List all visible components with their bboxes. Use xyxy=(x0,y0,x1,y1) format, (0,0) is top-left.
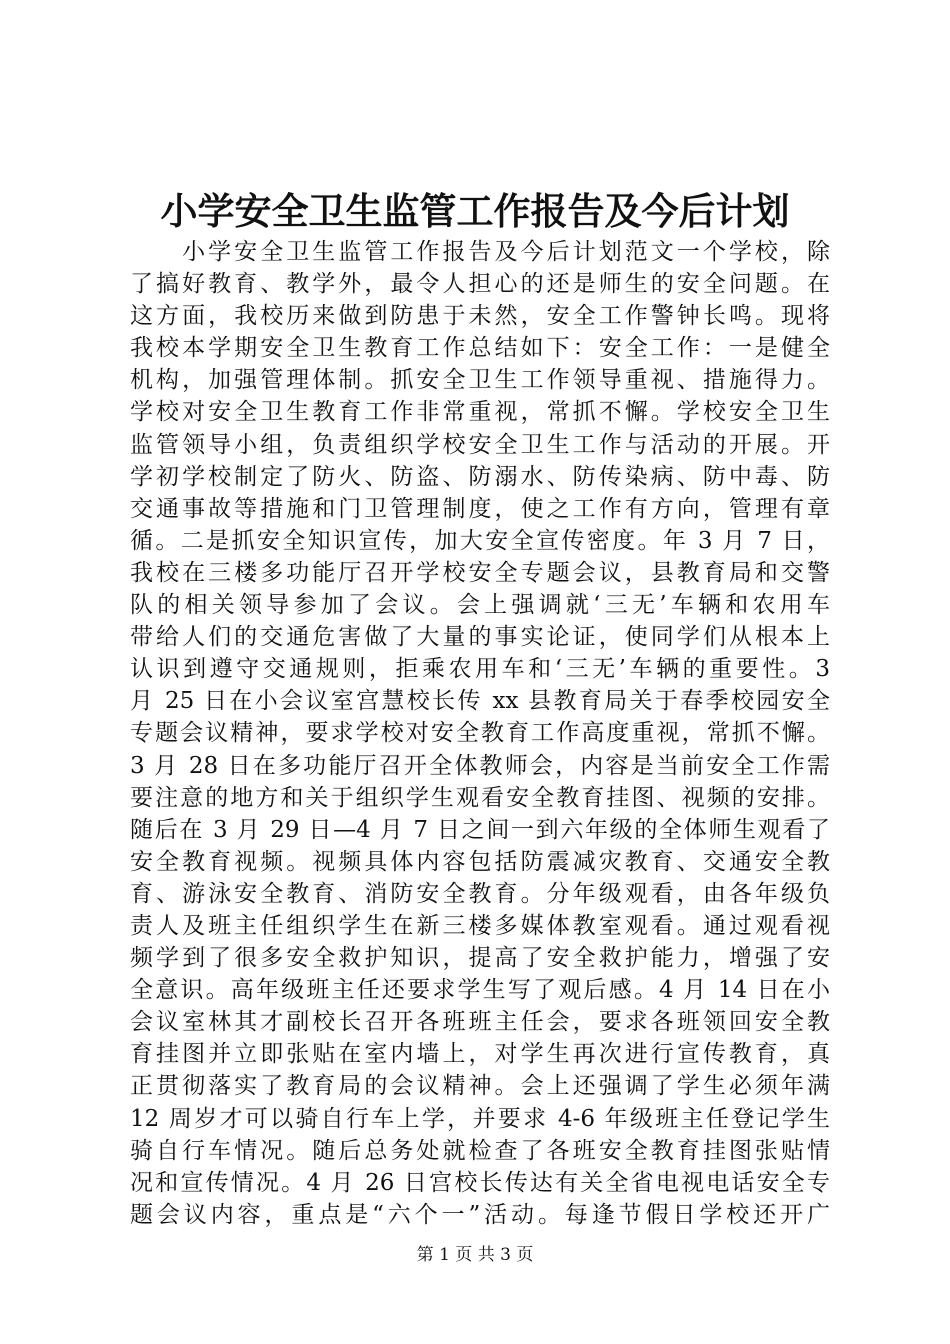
body-line: 频学到了很多安全救护知识，提高了安全救护能力，增强了安 xyxy=(130,945,830,972)
body-line: 了搞好教育、教学外，最令人担心的还是师生的安全问题。在 xyxy=(130,271,830,298)
body-line: 这方面，我校历来做到防患于未然，安全工作警钟长鸣。现将 xyxy=(130,303,830,330)
body-line: 小学安全卫生监管工作报告及今后计划范文一个学校，除 xyxy=(130,239,830,265)
page-number-footer: 第 1 页 共 3 页 xyxy=(416,1245,534,1265)
body-line: 专题会议精神，要求学校对安全教育工作高度重视，常抓不懈。 xyxy=(130,720,830,747)
body-line: 正贯彻落实了教育局的会议精神。会上还强调了学生必须年满 xyxy=(130,1073,830,1100)
body-line: 我校本学期安全卫生教育工作总结如下：安全工作：一是健全 xyxy=(130,335,830,362)
body-line: 我校在三楼多功能厅召开学校安全专题会议，县教育局和交警 xyxy=(130,559,830,586)
body-line: 监管领导小组，负责组织学校安全卫生工作与活动的开展。开 xyxy=(130,431,830,458)
body-line: 育、游泳安全教育、消防安全教育。分年级观看，由各年级负 xyxy=(130,880,830,907)
document-title: 小学安全卫生监管工作报告及今后计划 xyxy=(160,189,790,233)
body-line: 队的相关领导参加了会议。会上强调就‘三无’车辆和农用车 xyxy=(130,592,830,619)
body-line: 3 月 28 日在多功能厅召开全体教师会，内容是当前安全工作需 xyxy=(130,752,830,779)
body-line: 12 周岁才可以骑自行车上学，并要求 4-6 年级班主任登记学生 xyxy=(130,1105,830,1132)
body-line: 循。二是抓安全知识宣传，加大安全宣传密度。年 3 月 7 日， xyxy=(130,527,830,554)
body-line: 题会议内容，重点是“六个一”活动。每逢节假日学校还开广 xyxy=(130,1201,830,1228)
document-body xyxy=(130,236,830,1231)
body-line: 安全教育视频。视频具体内容包括防震减灾教育、交通安全教 xyxy=(130,848,830,875)
body-line: 全意识。高年级班主任还要求学生写了观后感。4 月 14 日在小 xyxy=(130,977,830,1004)
body-line: 况和宣传情况。4 月 26 日宫校长传达有关全省电视电话安全专 xyxy=(130,1169,830,1196)
body-line: 骑自行车情况。随后总务处就检查了各班安全教育挂图张贴情 xyxy=(130,1137,830,1164)
body-line: 会议室林其才副校长召开各班班主任会，要求各班领回安全教 xyxy=(130,1009,830,1036)
body-line: 要注意的地方和关于组织学生观看安全教育挂图、视频的安排。 xyxy=(130,784,830,811)
body-line: 育挂图并立即张贴在室内墙上，对学生再次进行宣传教育，真 xyxy=(130,1041,830,1068)
body-line: 带给人们的交通危害做了大量的事实论证，使同学们从根本上 xyxy=(130,624,830,651)
body-line: 机构，加强管理体制。抓安全卫生工作领导重视、措施得力。 xyxy=(130,367,830,394)
body-line: 月 25 日在小会议室宫慧校长传 xx 县教育局关于春季校园安全 xyxy=(130,688,830,715)
body-line: 责人及班主任组织学生在新三楼多媒体教室观看。通过观看视 xyxy=(130,912,830,939)
body-line: 学校对安全卫生教育工作非常重视，常抓不懈。学校安全卫生 xyxy=(130,399,830,426)
body-line: 随后在 3 月 29 日—4 月 7 日之间一到六年级的全体师生观看了 xyxy=(130,816,830,843)
body-line: 学初学校制定了防火、防盗、防溺水、防传染病、防中毒、防 xyxy=(130,463,830,490)
body-line: 交通事故等措施和门卫管理制度，使之工作有方向，管理有章 xyxy=(130,495,830,522)
body-line: 认识到遵守交通规则，拒乘农用车和‘三无’车辆的重要性。3 xyxy=(130,656,830,683)
